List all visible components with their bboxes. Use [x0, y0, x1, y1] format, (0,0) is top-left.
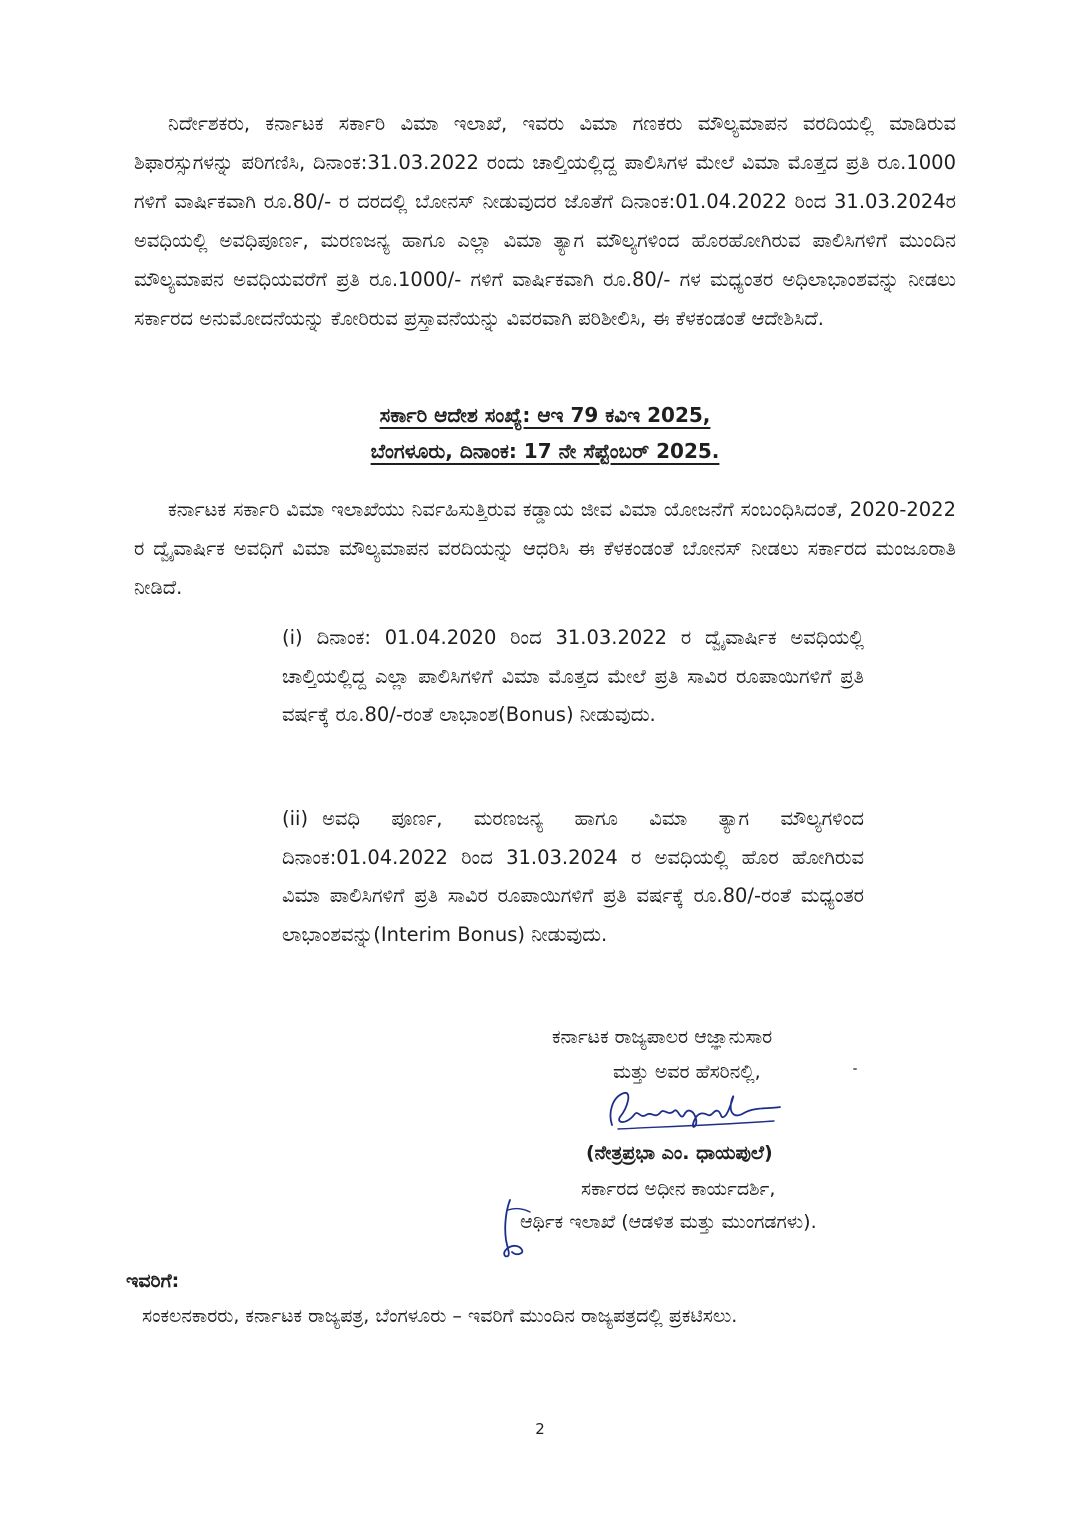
recipients-text: ಸಂಕಲನಕಾರರು, ಕರ್ನಾಟಕ ರಾಜ್ಯಪತ್ರ, ಬೆಂಗಳೂರು – ಇವರಿಗೆ ಮುಂದಿನ ರಾಜ್ಯಪತ್ರದಲ್ಲಿ ಪ್ರಕಟಿಸಲು.: [142, 1305, 738, 1327]
scan-speck: [853, 1068, 857, 1070]
authority-line-1: ಕರ್ನಾಟಕ ರಾಜ್ಯಪಾಲರ ಆಜ್ಞಾನುಸಾರ: [552, 1026, 773, 1048]
signatory-designation: ಸರ್ಕಾರದ ಅಧೀನ ಕಾರ್ಯದರ್ಶಿ,: [581, 1178, 776, 1200]
order-date-text: ಬೆಂಗಳೂರು, ದಿನಾಂಕ: 17 ನೇ ಸೆಪ್ಟೆಂಬರ್ 2025.: [370, 439, 720, 463]
authority-line-2: ಮತ್ತು ಅವರ ಹೆಸರಿನಲ್ಲಿ,: [613, 1061, 761, 1083]
signatory-name: (ನೇತ್ರಪ್ರಭಾ ಎಂ. ಧಾಯಪುಲೆ): [586, 1142, 773, 1164]
page-number: 2: [535, 1420, 545, 1438]
list-item: [282, 800, 864, 954]
order-date-line: [134, 434, 956, 468]
order-paragraph: ಕರ್ನಾಟಕ ಸರ್ಕಾರಿ ವಿಮಾ ಇಲಾಖೆಯು ನಿರ್ವಹಿಸುತ್ತಿರುವ ಕಡ್ಡಾಯ ಜೀವ ವಿಮಾ ಯೋಜನೆಗೆ ಸಂಬಂಧಿಸಿದಂತೆ, 2020-2022 ರ ದ್ವೈವಾರ್ಷಿಕ ಅವಧಿಗೆ ವಿಮಾ ಮೌಲ್ಯಮಾಪನ ವರದಿಯನ್ನು ಆಧರಿಸಿ ಈ ಕೆಳಕಂಡಂತೆ ಬೋನಸ್ ನೀಡಲು ಸರ್ಕಾರದ ಮಂಜೂರಾತಿ ನೀಡಿದೆ.: [134, 498, 956, 599]
intro-paragraph: ನಿರ್ದೇಶಕರು, ಕರ್ನಾಟಕ ಸರ್ಕಾರಿ ವಿಮಾ ಇಲಾಖೆ, ಇವರು ವಿಮಾ ಗಣಕರು ಮೌಲ್ಯಮಾಪನ ವರದಿಯಲ್ಲಿ ಮಾಡಿರುವ ಶಿಫಾರಸ್ಸುಗಳನ್ನು ಪರಿಗಣಿಸಿ, ದಿನಾಂಕ:31.03.2022 ರಂದು ಚಾಲ್ತಿಯಲ್ಲಿದ್ದ ಪಾಲಿಸಿಗಳ ಮೇಲೆ ವಿಮಾ ಮೊತ್ತದ ಪ್ರತಿ ರೂ.1000 ಗಳಿಗೆ ವಾರ್ಷಿಕವಾಗಿ ರೂ.80/- ರ ದರದಲ್ಲಿ ಬೋನಸ್ ನೀಡುವುದರ ಜೊತೆಗೆ ದಿನಾಂಕ:01.04.2022 ರಿಂದ 31.03.2024ರ ಅವಧಿಯಲ್ಲಿ ಅವಧಿಪೂರ್ಣ, ಮರಣಜನ್ಯ ಹಾಗೂ ಎಲ್ಲಾ ವಿಮಾ ತ್ಯಾಗ ಮೌಲ್ಯಗಳಿಂದ ಹೊರಹೋಗಿರುವ ಪಾಲಿಸಿಗಳಿಗೆ ಮುಂದಿನ ಮೌಲ್ಯಮಾಪನ ಅವಧಿಯವರೆಗೆ ಪ್ರತಿ ರೂ.1000/- ಗಳಿಗೆ ವಾರ್ಷಿಕವಾಗಿ ರೂ.80/- ಗಳ ಮಧ್ಯಂತರ ಅಧಿಲಾಭಾಂಶವನ್ನು ನೀಡಲು ಸರ್ಕಾರದ ಅನುಮೋದನೆಯನ್ನು ಕೋರಿರುವ ಪ್ರಸ್ತಾವನೆಯನ್ನು ವಿವರವಾಗಿ ಪರಿಶೀಲಿಸಿ, ಈ ಕೆಳಕಂಡಂತೆ ಆದೇಶಿಸಿದೆ.: [134, 112, 957, 330]
order-number-text: ಸರ್ಕಾರಿ ಆದೇಶ ಸಂಖ್ಯೆ: ಆಇ 79 ಕವಿಇ 2025,: [379, 403, 711, 427]
recipients-label: ಇವರಿಗೆ:: [126, 1270, 180, 1292]
order-number-line: [134, 398, 956, 432]
signatory-department: ಆರ್ಥಿಕ ಇಲಾಖೆ (ಆಡಳಿತ ಮತ್ತು ಮುಂಗಡಗಳು).: [520, 1211, 817, 1233]
list-item: [282, 619, 864, 735]
handwritten-signature: [598, 1085, 788, 1140]
list-item-number: (i): [282, 626, 303, 649]
list-item-number: (ii): [282, 807, 309, 830]
list-item-text: ದಿನಾಂಕ: 01.04.2020 ರಿಂದ 31.03.2022 ರ ದ್ವೈವಾರ್ಷಿಕ ಅವಧಿಯಲ್ಲಿ ಚಾಲ್ತಿಯಲ್ಲಿದ್ದ ಎಲ್ಲಾ ಪಾಲಿಸಿಗಳಿಗೆ ವಿಮಾ ಮೊತ್ತದ ಮೇಲೆ ಪ್ರತಿ ಸಾವಿರ ರೂಪಾಯಿಗಳಿಗೆ ಪ್ರತಿ ವರ್ಷಕ್ಕೆ ರೂ.80/-ರಂತೆ ಲಾಭಾಂಶ(Bonus) ನೀಡುವುದು.: [282, 626, 864, 726]
list-item-text: ಅವಧಿ ಪೂರ್ಣ, ಮರಣಜನ್ಯ ಹಾಗೂ ವಿಮಾ ತ್ಯಾಗ ಮೌಲ್ಯಗಳಿಂದ ದಿನಾಂಕ:01.04.2022 ರಿಂದ 31.03.2024 ರ ಅವಧಿಯಲ್ಲಿ ಹೊರ ಹೋಗಿರುವ ವಿಮಾ ಪಾಲಿಸಿಗಳಿಗೆ ಪ್ರತಿ ಸಾವಿರ ರೂಪಾಯಿಗಳಿಗೆ ಪ್ರತಿ ವರ್ಷಕ್ಕೆ ರೂ.80/-ರಂತೆ ಮಧ್ಯಂತರ ಲಾಭಾಂಶವನ್ನು(Interim Bonus) ನೀಡುವುದು.: [282, 807, 864, 946]
